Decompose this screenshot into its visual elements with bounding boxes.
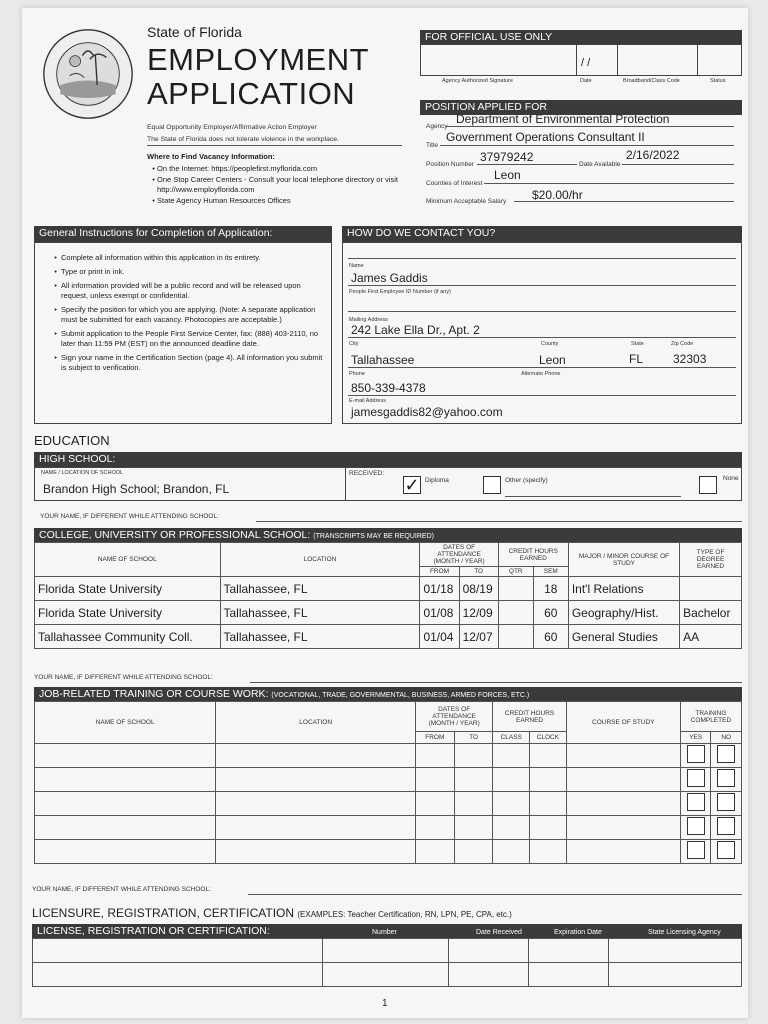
cell-from[interactable] xyxy=(415,792,454,816)
official-label: Date xyxy=(580,78,592,84)
yes-checkbox[interactable] xyxy=(687,769,705,787)
cell-school[interactable]: Tallahassee Community Coll. xyxy=(35,625,221,649)
cell-location[interactable] xyxy=(216,792,416,816)
contact-box xyxy=(342,242,742,424)
col-location: LOCATION xyxy=(216,702,416,744)
training-table xyxy=(34,701,742,864)
col-yes: YES xyxy=(680,732,711,744)
cell-course[interactable] xyxy=(566,768,680,792)
official-use-box xyxy=(420,44,742,76)
col-no: NO xyxy=(711,732,742,744)
cell-course[interactable] xyxy=(566,840,680,864)
training-different-name-line[interactable] xyxy=(248,894,742,895)
cell-location[interactable] xyxy=(216,744,416,768)
col-dates: DATES OF ATTENDANCE (MONTH / YEAR) xyxy=(420,543,498,567)
phone-label: Phone xyxy=(349,371,365,377)
cell-school[interactable] xyxy=(35,744,216,768)
where-item: • On the Internet: https://peoplefirst.myflorida.com xyxy=(157,164,419,174)
cell-agency[interactable] xyxy=(609,939,742,963)
cell-date-received[interactable] xyxy=(449,963,529,987)
cell-location[interactable] xyxy=(216,816,416,840)
hs-name-label: NAME / LOCATION OF SCHOOL xyxy=(41,470,124,476)
divider xyxy=(147,145,402,146)
cell-from[interactable] xyxy=(415,768,454,792)
agency-value[interactable]: Department of Environmental Protection xyxy=(456,112,670,126)
title-line2: APPLICATION xyxy=(147,76,356,111)
other-checkbox[interactable] xyxy=(483,476,501,494)
cell-from[interactable]: 01/04 xyxy=(420,625,459,649)
hs-name-value[interactable]: Brandon High School; Brandon, FL xyxy=(43,482,230,496)
instruction-item: • Submit application to the People First Service Center, fax: (888) 403-2110, no later than 11:59 PM (EST) on the announced deadline date. xyxy=(61,329,323,349)
cell-sem[interactable]: 60 xyxy=(533,601,568,625)
table-row xyxy=(35,744,742,768)
instruction-item: • Specify the position for which you are applying. (Note: A separate application must be submitted for each vacancy. Photocopies are acceptable.) xyxy=(61,305,323,325)
zip-value[interactable]: 32303 xyxy=(673,352,707,366)
cell-clock[interactable] xyxy=(530,768,567,792)
high-school-bar: HIGH SCHOOL: xyxy=(34,452,742,467)
cell-school[interactable] xyxy=(35,768,216,792)
state-value[interactable]: FL xyxy=(629,352,644,366)
col-name: NAME OF SCHOOL xyxy=(35,543,221,577)
application-page xyxy=(22,8,748,1018)
cell-to[interactable]: 08/19 xyxy=(459,577,498,601)
official-label: Status xyxy=(710,78,726,84)
no-checkbox[interactable] xyxy=(717,817,735,835)
cell-sem[interactable]: 18 xyxy=(533,577,568,601)
cell-clock[interactable] xyxy=(530,816,567,840)
col-location: LOCATION xyxy=(220,543,420,577)
cell-qtr[interactable] xyxy=(498,625,533,649)
table-row xyxy=(33,963,742,987)
agency-label: Agency xyxy=(426,123,448,130)
contact-bar: HOW DO WE CONTACT YOU? xyxy=(342,226,742,242)
no-checkbox[interactable] xyxy=(717,745,735,763)
cell-to[interactable] xyxy=(454,792,493,816)
cell-agency[interactable] xyxy=(609,963,742,987)
phone-value[interactable]: 850-339-4378 xyxy=(351,381,426,395)
instructions-bar: General Instructions for Completion of Application: xyxy=(34,226,332,242)
cell-class[interactable] xyxy=(493,840,530,864)
col-credit: CREDIT HOURS EARNED xyxy=(493,702,566,732)
table-row xyxy=(35,625,742,649)
col-class: CLASS xyxy=(493,732,530,744)
cell-location[interactable]: Tallahassee, FL xyxy=(220,625,420,649)
cell-location[interactable]: Tallahassee, FL xyxy=(220,577,420,601)
cell-from[interactable] xyxy=(415,840,454,864)
other-label: Other (specify) xyxy=(505,477,548,484)
where-item: • One Stop Career Centers - Consult your local telephone directory or visit http://www.employflorida.com xyxy=(157,175,419,195)
city-value[interactable]: Tallahassee xyxy=(351,353,415,367)
cell-class[interactable] xyxy=(493,744,530,768)
college-table xyxy=(34,542,742,649)
county-value[interactable]: Leon xyxy=(539,353,566,367)
col-date-received: Date Received xyxy=(476,929,522,936)
col-qtr: QTR xyxy=(498,567,533,577)
yes-checkbox[interactable] xyxy=(687,745,705,763)
yes-checkbox[interactable] xyxy=(687,793,705,811)
col-clock: CLOCK xyxy=(530,732,567,744)
col-completed: TRAINING COMPLETED xyxy=(680,702,741,732)
hs-different-name-line[interactable] xyxy=(256,521,742,522)
counties-value[interactable]: Leon xyxy=(494,168,521,182)
college-bar xyxy=(34,528,742,543)
table-row xyxy=(35,840,742,864)
salary-value[interactable]: $20.00/hr xyxy=(532,188,583,202)
col-number: Number xyxy=(372,929,397,936)
cell-clock[interactable] xyxy=(530,792,567,816)
official-use-bar: FOR OFFICIAL USE ONLY xyxy=(420,30,742,45)
counties-label: Counties of Interest xyxy=(426,180,483,187)
official-label: Agency Authorized Signature xyxy=(442,78,513,84)
cell-to[interactable] xyxy=(454,840,493,864)
page-number: 1 xyxy=(382,998,388,1009)
none-checkbox[interactable] xyxy=(699,476,717,494)
job-title-value[interactable]: Government Operations Consultant II xyxy=(446,130,645,144)
address-label: Mailing Address xyxy=(349,317,388,323)
state-label: State of Florida xyxy=(147,24,242,40)
cell-number[interactable] xyxy=(323,963,449,987)
college-different-name-label: YOUR NAME, IF DIFFERENT WHILE ATTENDING SCHOOL: xyxy=(34,674,213,681)
name-value[interactable]: James Gaddis xyxy=(351,271,428,285)
date-available-label: Date Available xyxy=(579,161,621,168)
florida-seal-icon xyxy=(42,28,134,120)
cell-sem[interactable]: 60 xyxy=(533,625,568,649)
cell-from[interactable]: 01/18 xyxy=(420,577,459,601)
col-dates: DATES OF ATTENDANCE (MONTH / YEAR) xyxy=(415,702,492,732)
cell-major[interactable]: General Studies xyxy=(568,625,679,649)
where-heading: Where to Find Vacancy Information: xyxy=(147,152,275,161)
cell-clock[interactable] xyxy=(530,744,567,768)
col-sem: SEM xyxy=(533,567,568,577)
licensure-heading xyxy=(32,906,512,920)
cell-class[interactable] xyxy=(493,768,530,792)
col-from: FROM xyxy=(420,567,459,577)
address-value[interactable]: 242 Lake Ella Dr., Apt. 2 xyxy=(351,323,480,337)
cell-school[interactable] xyxy=(35,840,216,864)
title-line1: EMPLOYMENT xyxy=(147,42,370,77)
cell-license[interactable] xyxy=(33,963,323,987)
licensure-bar xyxy=(32,924,742,939)
employee-id-label: People First Employee ID Number (if any) xyxy=(349,289,451,295)
zip-label: Zip Code xyxy=(671,341,694,347)
diploma-checkbox[interactable]: ✓ xyxy=(404,475,420,495)
cell-class[interactable] xyxy=(493,816,530,840)
cell-to[interactable] xyxy=(454,744,493,768)
table-row xyxy=(35,577,742,601)
education-heading: EDUCATION xyxy=(34,433,110,448)
instruction-item: • All information provided will be a public record and will be released upon request, unless exempt or confidential. xyxy=(61,281,323,301)
col-from: FROM xyxy=(415,732,454,744)
cell-to[interactable]: 12/07 xyxy=(459,625,498,649)
col-expiration: Expiration Date xyxy=(554,929,602,936)
cell-number[interactable] xyxy=(323,939,449,963)
no-checkbox[interactable] xyxy=(717,793,735,811)
cell-date-received[interactable] xyxy=(449,939,529,963)
eeo-statement: Equal Opportunity Employer/Affirmative Action Employer xyxy=(147,124,317,131)
instructions-list xyxy=(49,253,323,373)
cell-degree[interactable] xyxy=(680,577,742,601)
licensure-bar-title: LICENSE, REGISTRATION OR CERTIFICATION: xyxy=(37,925,270,937)
table-row xyxy=(35,816,742,840)
yes-checkbox[interactable] xyxy=(687,817,705,835)
state-label-field: State xyxy=(631,341,644,347)
col-name: NAME OF SCHOOL xyxy=(35,702,216,744)
table-row xyxy=(33,939,742,963)
training-title: JOB-RELATED TRAINING OR COURSE WORK: xyxy=(39,688,269,700)
where-list xyxy=(147,164,419,207)
date-available-value[interactable]: 2/16/2022 xyxy=(626,148,680,162)
college-different-name-line[interactable] xyxy=(250,682,742,683)
cell-from[interactable]: 01/08 xyxy=(420,601,459,625)
position-number-label: Position Number xyxy=(426,161,475,168)
cell-school[interactable]: Florida State University xyxy=(35,601,221,625)
cell-major[interactable]: Geography/Hist. xyxy=(568,601,679,625)
cell-qtr[interactable] xyxy=(498,601,533,625)
cell-degree[interactable]: Bachelor xyxy=(680,601,742,625)
cell-location[interactable] xyxy=(216,768,416,792)
col-course: COURSE OF STUDY xyxy=(566,702,680,744)
instruction-item: • Complete all information within this application in its entirety. xyxy=(61,253,323,263)
cell-degree[interactable]: AA xyxy=(680,625,742,649)
cell-to[interactable] xyxy=(454,816,493,840)
col-to: TO xyxy=(459,567,498,577)
cell-school[interactable] xyxy=(35,816,216,840)
high-school-box xyxy=(34,467,742,501)
alt-phone-label: Alternate Phone xyxy=(521,371,561,377)
salary-label: Minimum Acceptable Salary xyxy=(426,198,507,205)
email-value[interactable]: jamesgaddis82@yahoo.com xyxy=(351,405,503,419)
cell-qtr[interactable] xyxy=(498,577,533,601)
hs-different-name-label: YOUR NAME, IF DIFFERENT WHILE ATTENDING SCHOOL: xyxy=(40,513,219,520)
col-major: MAJOR / MINOR COURSE OF STUDY xyxy=(568,543,679,577)
title-label: Title xyxy=(426,142,439,149)
position-number-value[interactable]: 37979242 xyxy=(480,150,534,164)
email-label: E-mail Address xyxy=(349,398,386,404)
yes-checkbox[interactable] xyxy=(687,841,705,859)
cell-school[interactable] xyxy=(35,792,216,816)
cell-course[interactable] xyxy=(566,816,680,840)
licensure-table xyxy=(32,938,742,987)
instructions-box xyxy=(34,242,332,424)
cell-major[interactable]: Int'l Relations xyxy=(568,577,679,601)
position-bar: POSITION APPLIED FOR xyxy=(420,100,742,115)
cell-clock[interactable] xyxy=(530,840,567,864)
training-note: (VOCATIONAL, TRADE, GOVERNMENTAL, BUSINESS, ARMED FORCES, ETC.) xyxy=(271,692,530,699)
none-label: None xyxy=(723,475,739,482)
cell-to[interactable] xyxy=(454,768,493,792)
college-title: COLLEGE, UNIVERSITY OR PROFESSIONAL SCHOOL: xyxy=(39,529,311,541)
cell-location[interactable] xyxy=(216,840,416,864)
col-degree: TYPE OF DEGREE EARNED xyxy=(680,543,742,577)
cell-to[interactable]: 12/09 xyxy=(459,601,498,625)
cell-class[interactable] xyxy=(493,792,530,816)
violence-statement: The State of Florida does not tolerate violence in the workplace. xyxy=(147,136,339,143)
instruction-item: • Sign your name in the Certification Section (page 4). All information you submit is subject to verification. xyxy=(61,353,323,373)
cell-school[interactable]: Florida State University xyxy=(35,577,221,601)
cell-from[interactable] xyxy=(415,744,454,768)
official-date: / / xyxy=(581,57,591,69)
table-row xyxy=(35,792,742,816)
cell-from[interactable] xyxy=(415,816,454,840)
city-label: City xyxy=(349,341,359,347)
cell-location[interactable]: Tallahassee, FL xyxy=(220,601,420,625)
college-note: (TRANSCRIPTS MAY BE REQUIRED) xyxy=(313,533,434,540)
cell-expiration[interactable] xyxy=(529,939,609,963)
where-item: • State Agency Human Resources Offices xyxy=(157,196,419,206)
col-to: TO xyxy=(454,732,493,744)
licensure-examples: (EXAMPLES: Teacher Certification, RN, LPN, PE, CPA, etc.) xyxy=(297,910,512,919)
no-checkbox[interactable] xyxy=(717,769,735,787)
col-agency: State Licensing Agency xyxy=(648,929,721,936)
diploma-label: Diploma xyxy=(425,477,449,484)
training-bar xyxy=(34,687,742,702)
table-row xyxy=(35,768,742,792)
training-different-name-label: YOUR NAME, IF DIFFERENT WHILE ATTENDING SCHOOL: xyxy=(32,886,211,893)
col-credit: CREDIT HOURS EARNED xyxy=(498,543,568,567)
received-label: RECEIVED: xyxy=(349,470,385,477)
instruction-item: • Type or print in ink. xyxy=(61,267,323,277)
name-label: Name xyxy=(349,263,364,269)
licensure-heading-text: LICENSURE, REGISTRATION, CERTIFICATION xyxy=(32,906,295,920)
cell-license[interactable] xyxy=(33,939,323,963)
cell-course[interactable] xyxy=(566,792,680,816)
cell-expiration[interactable] xyxy=(529,963,609,987)
table-row xyxy=(35,601,742,625)
cell-course[interactable] xyxy=(566,744,680,768)
county-label: County xyxy=(541,341,559,347)
official-label: Broadband/Class Code xyxy=(623,78,680,84)
no-checkbox[interactable] xyxy=(717,841,735,859)
